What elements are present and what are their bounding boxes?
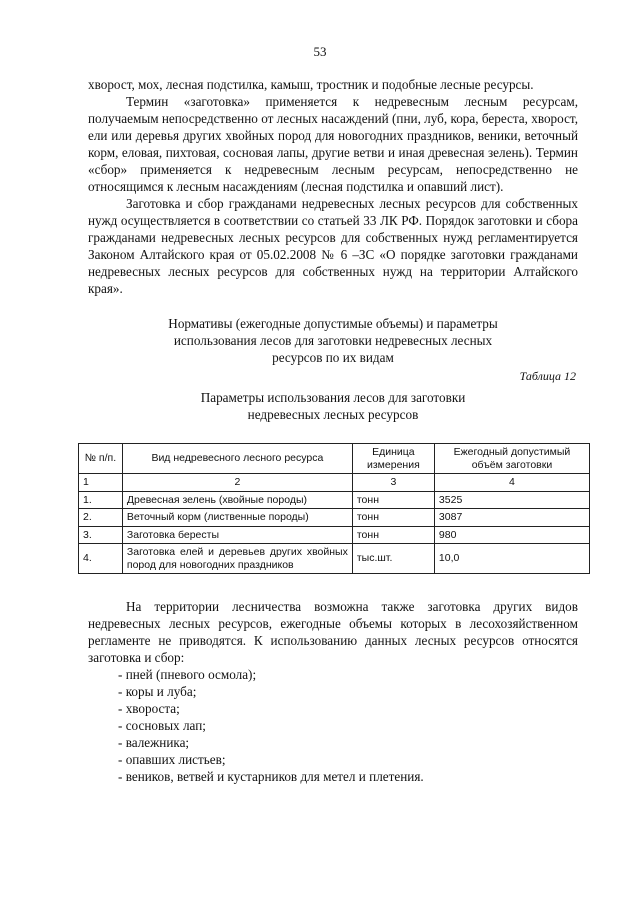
col-number-cell: 3 xyxy=(352,474,434,492)
header-unit: Единица измерения xyxy=(352,444,434,474)
parameters-table xyxy=(78,443,590,574)
table-row xyxy=(79,491,590,509)
paragraph-2: Термин «заготовка» применяется к недревесным лесным ресурсам, получаемым непосредственно от лесных насаждений (пни, луб, кора, береста, хворост, ели или деревья других хвойных пород для новогодних праздников, веники, веточный корм, еловая, пихтовая, сосновая лапы, другие ветви и иная древесная зелень). Термин «сбор» применяется к недревесным лесным ресурсам, непосредственно не относящимся к лесным насаждениям (лесная подстилка и опавший лист). xyxy=(88,94,578,194)
row-number: 3. xyxy=(79,526,123,544)
table-title xyxy=(88,389,578,423)
header-number: № п/п. xyxy=(79,444,123,474)
row-resource: Древесная зелень (хвойные породы) xyxy=(122,491,352,509)
col-number-cell: 1 xyxy=(79,474,123,492)
text-body xyxy=(83,76,578,785)
col-number-cell: 2 xyxy=(122,474,352,492)
row-unit: тыс.шт. xyxy=(352,544,434,574)
row-volume: 980 xyxy=(434,526,589,544)
resource-list xyxy=(88,666,578,785)
row-unit: тонн xyxy=(352,491,434,509)
row-volume: 3087 xyxy=(434,509,589,527)
list-item: - сосновых лап; xyxy=(118,718,206,733)
header-resource: Вид недревесного лесного ресурса xyxy=(122,444,352,474)
paragraph-3: Заготовка и сбор гражданами недревесных лесных ресурсов для собственных нужд осуществляется в соответствии со статьей 33 ЛК РФ. Порядок заготовки и сбора гражданами недревесных лесных ресурсов для собственных нужд регламентируется Законом Алтайского края от 05.02.2008 № 6 –ЗС «О порядке заготовки гражданами недревесных лесных ресурсов для собственных нужд на территории Алтайского края». xyxy=(88,196,578,296)
paragraph-1: хворост, мох, лесная подстилка, камыш, тростник и подобные лесные ресурсы. xyxy=(88,77,534,92)
row-volume: 3525 xyxy=(434,491,589,509)
row-resource: Заготовка бересты xyxy=(122,526,352,544)
list-item: - пней (пневого осмола); xyxy=(118,667,257,682)
row-number: 4. xyxy=(79,544,123,574)
col-number-cell: 4 xyxy=(434,474,589,492)
table-title-line: недревесных лесных ресурсов xyxy=(247,407,419,422)
section-title xyxy=(88,315,578,366)
table-title-line: Параметры использования лесов для заготовки xyxy=(200,390,466,405)
row-volume: 10,0 xyxy=(434,544,589,574)
table-row xyxy=(79,544,590,574)
row-resource: Заготовка елей и деревьев других хвойных пород для новогодних праздников xyxy=(122,544,352,574)
list-item: - веников, ветвей и кустарников для метел и плетения. xyxy=(118,769,424,784)
row-number: 1. xyxy=(79,491,123,509)
table-header-row xyxy=(79,444,590,474)
section-title-line: использования лесов для заготовки недревесных лесных xyxy=(173,333,493,348)
table-label: Таблица 12 xyxy=(519,369,576,383)
table-row xyxy=(79,526,590,544)
row-unit: тонн xyxy=(352,526,434,544)
list-item: - хвороста; xyxy=(118,701,180,716)
row-unit: тонн xyxy=(352,509,434,527)
page-number: 53 xyxy=(313,44,327,59)
list-item: - опавших листьев; xyxy=(118,752,226,767)
paragraph-4: На территории лесничества возможна также заготовка других видов недревесных лесных ресурсов, ежегодные объемы которых в лесохозяйственном регламенте не приводятся. К использованию данных лесных ресурсов относятся заготовка и сбор: xyxy=(88,599,578,665)
section-title-line: ресурсов по их видам xyxy=(272,350,394,365)
row-number: 2. xyxy=(79,509,123,527)
table-row xyxy=(79,509,590,527)
header-volume: Ежегодный допустимый объём заготовки xyxy=(434,444,589,474)
list-item: - валежника; xyxy=(118,735,190,750)
section-title-line: Нормативы (ежегодные допустимые объемы) и параметры xyxy=(168,316,498,331)
list-item: - коры и луба; xyxy=(118,684,197,699)
row-resource: Веточный корм (лиственные породы) xyxy=(122,509,352,527)
table-column-numbers-row xyxy=(79,474,590,492)
